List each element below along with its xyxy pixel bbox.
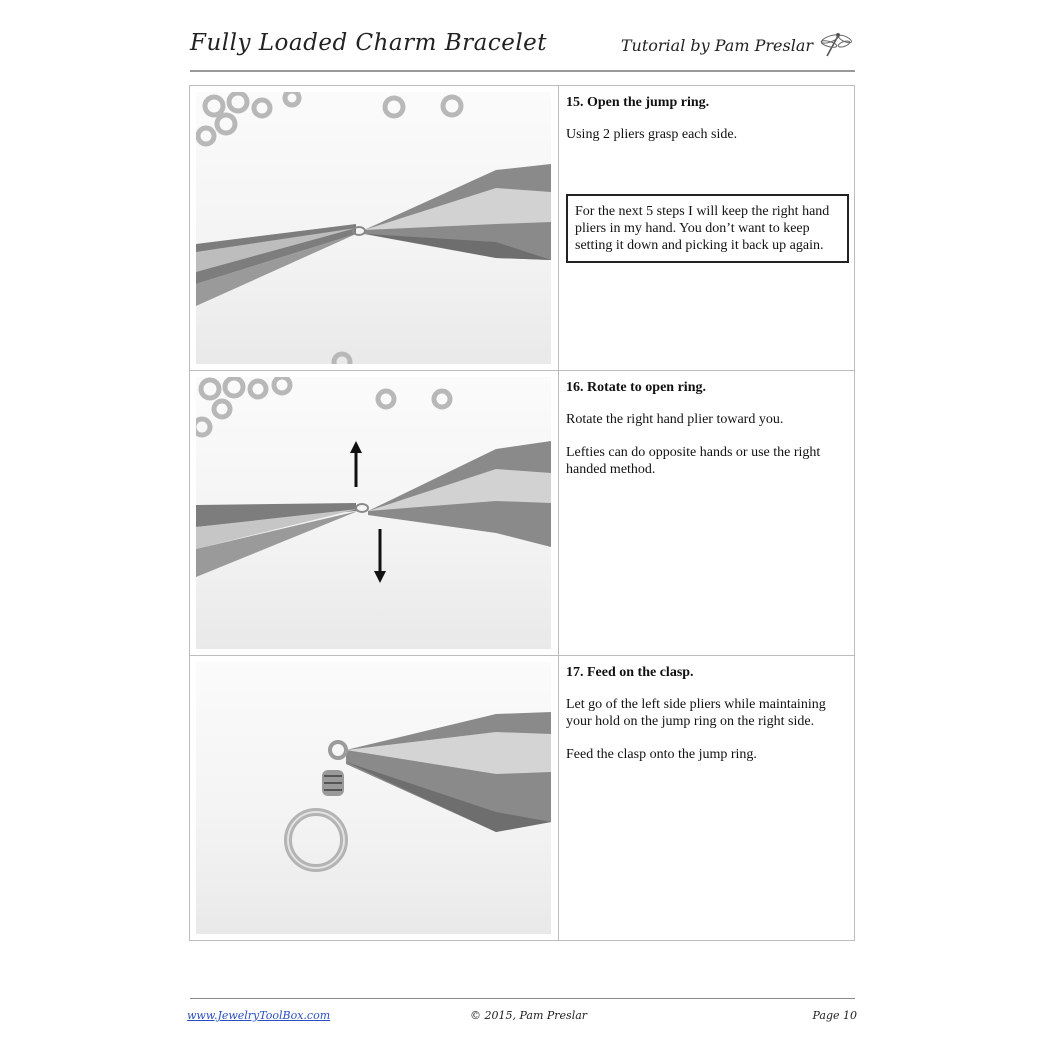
steps-table: [189, 85, 855, 941]
step-row: [190, 371, 854, 656]
step-heading: 15. Open the jump ring.: [566, 95, 710, 110]
step-paragraph: Feed the clasp onto the jump ring.: [566, 747, 757, 762]
dragonfly-icon: [818, 30, 852, 58]
step-body: [566, 126, 851, 143]
step-paragraph: Let go of the left side pliers while maintaining your hold on the jump ring on the right side.: [566, 697, 826, 729]
step-heading: 17. Feed on the clasp.: [566, 665, 694, 680]
photo-cell: [190, 86, 559, 370]
instruction-cell: [566, 86, 851, 370]
step-photo-feed-clasp: [196, 662, 551, 934]
step-heading: 16. Rotate to open ring.: [566, 380, 706, 395]
photo-cell: [190, 656, 559, 940]
step-body: [566, 411, 851, 478]
step-row: [190, 86, 854, 371]
note-box: For the next 5 steps I will keep the right hand pliers in my hand. You don’t want to keep setting it down and picking it back up again.: [566, 194, 849, 263]
footer-divider: [190, 998, 855, 999]
header-divider: [190, 70, 855, 72]
instruction-cell: [566, 656, 851, 940]
instruction-cell: [566, 371, 851, 655]
step-row: [190, 656, 854, 940]
step-body: [566, 696, 851, 763]
website-link[interactable]: www.JewelryToolBox.com: [187, 1009, 331, 1022]
step-paragraph: Using 2 pliers grasp each side.: [566, 127, 738, 142]
copyright: © 2015, Pam Preslar: [470, 1009, 588, 1022]
page-number: Page 10: [812, 1009, 857, 1022]
step-paragraph: Lefties can do opposite hands or use the right handed method.: [566, 445, 821, 477]
step-paragraph: Rotate the right hand plier toward you.: [566, 412, 784, 427]
tutorial-credit: Tutorial by Pam Preslar: [620, 36, 813, 55]
step-photo-rotate-ring: [196, 377, 551, 649]
photo-cell: [190, 371, 559, 655]
step-photo-open-jump-ring: [196, 92, 551, 364]
document-title: Fully Loaded Charm Bracelet: [190, 30, 548, 56]
